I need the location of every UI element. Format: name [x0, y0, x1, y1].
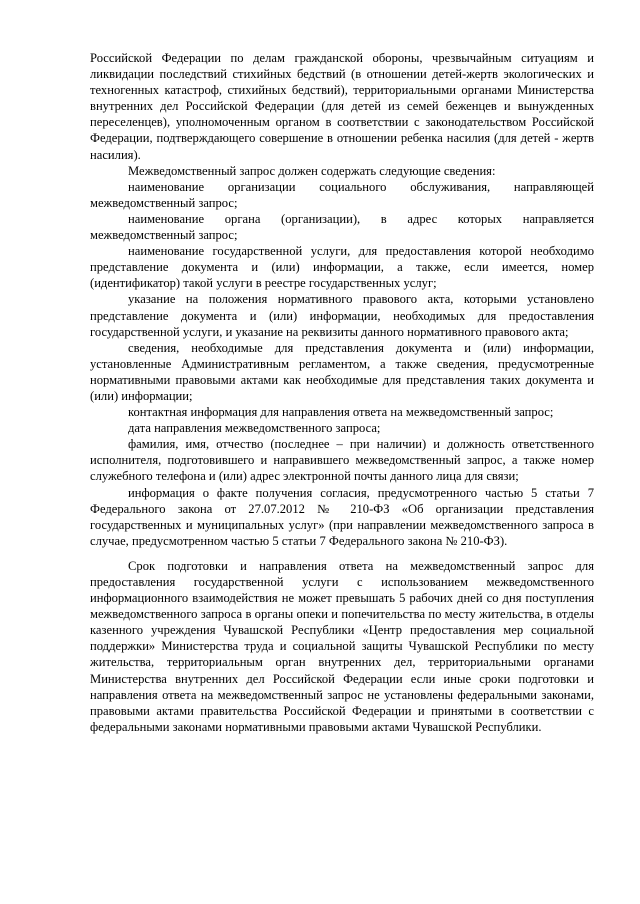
paragraph-continuation: Российской Федерации по делам гражданской обороны, чрезвычайным ситуациям и ликвидации последствий стихийных бедствий (в отношении детей-жертв экологических и техногенных катастроф, стихийных бедствий), территориальными органами Министерства внутренних дел Российской Федерации (для детей из семей беженцев и вынужденных переселенцев), уполномоченным органом в соответствии с законодательством Российской Федерации, подтверждающего совершение в отношении ребенка насилия (для детей - жертв насилия).: [90, 51, 594, 162]
paragraph-request-contents: Межведомственный запрос должен содержать следующие сведения:: [128, 163, 496, 178]
paragraph-item-recipient-name: наименование органа (организации), в адрес которых направляется межведомственный запрос;: [90, 211, 594, 243]
paragraph-response-deadline: Срок подготовки и направления ответа на межведомственный запрос для предоставления государственной услуги с использованием межведомственного информационного взаимодействия не может превышать 5 рабочих дней со дня поступления межведомственного запроса в органы опеки и попечительства по месту жительства, в отделы казенного учреждения Чувашской Республики «Центр предоставления мер социальной поддержки» Министерства труда и социальной защиты Чувашской Республики по месту жительства, территориальным орган внутренних дел, территориальными органами Министерства внутренних дел Российской Федерации если иные сроки подготовки и направления ответа на межведомственный запрос не установлены федеральными законами, правовыми актами правительства Российской Федерации и принятыми в соответствии с федеральными законами нормативными правовыми актами Чувашской Республики.: [90, 558, 594, 734]
paragraph-item-legal-act: указание на положения нормативного правового акта, которыми установлено представление документа и (или) информации, необходимых для предоставления государственной услуги, и указание на реквизиты данного нормативного правового акта;: [90, 292, 594, 339]
paragraph-item-organization-name: наименование организации социального обслуживания, направляющей межведомственный запрос;: [90, 179, 594, 210]
paragraph-item-contact-info: контактная информация для направления ответа на межведомственный запрос;: [128, 405, 554, 420]
paragraph-item-executor: фамилия, имя, отчество (последнее – при наличии) и должность ответственного исполнителя, подготовившего и направившего межведомственный запрос, а также номер служебного телефона и (или) адрес электронной почты данного лица для связи;: [90, 437, 594, 484]
paragraph-item-request-date: дата направления межведомственного запроса;: [128, 421, 381, 436]
paragraph-item-consent: информация о факте получения согласия, предусмотренного частью 5 статьи 7 Федерального закона от 27.07.2012 № 210-ФЗ «Об организации представления государственных и муниципальных услуг» (при направлении межведомственного запроса в случае, предусмотренном частью 5 статьи 7 Федерального закона № 210-ФЗ).: [90, 485, 594, 548]
document-page: [90, 50, 594, 735]
paragraph-item-required-info: сведения, необходимые для представления документа и (или) информации, установленные Административным регламентом, а также сведения, предусмотренные нормативными правовыми актами как необходимые для представления таких документа и (или) информации;: [90, 340, 594, 403]
paragraph-item-service-name: наименование государственной услуги, для предоставления которой необходимо представление документа и (или) информации, а также, если имеется, номер (идентификатор) такой услуги в реестре государственных услуг;: [90, 244, 594, 291]
